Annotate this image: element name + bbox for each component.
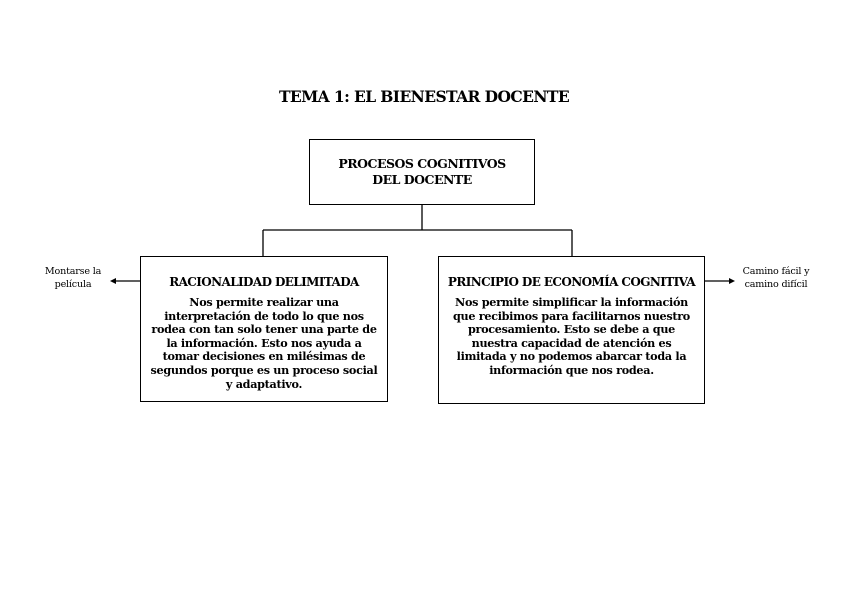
right-node-text: Nos permite simplificar la información que recibimos para facilitarnos nuestro procesamiento. Esto se debe a que nuestra capacidad de atención es limitada y no podemos abarcar toda la información que nos rodea.	[453, 295, 690, 377]
right-node-title: PRINCIPIO DE ECONOMÍA COGNITIVA	[447, 275, 696, 289]
page-title: TEMA 1: EL BIENESTAR DOCENTE	[278, 87, 570, 106]
right-node	[438, 256, 705, 404]
right-side-note: Camino fácil y camino difícil	[742, 266, 810, 291]
left-node	[140, 256, 388, 402]
root-node-label: PROCESOS COGNITIVOS DEL DOCENTE	[338, 156, 506, 187]
left-side-note: Montarse la película	[44, 266, 102, 291]
left-node-title: RACIONALIDAD DELIMITADA	[169, 275, 359, 289]
root-node	[309, 139, 535, 205]
left-node-text: Nos permite realizar una interpretación de todo lo que nos rodea con tan solo tener una parte de la información. Esto nos ayuda a tomar decisiones en milésimas de segundos porque es un proceso social y adaptativo.	[150, 295, 378, 391]
